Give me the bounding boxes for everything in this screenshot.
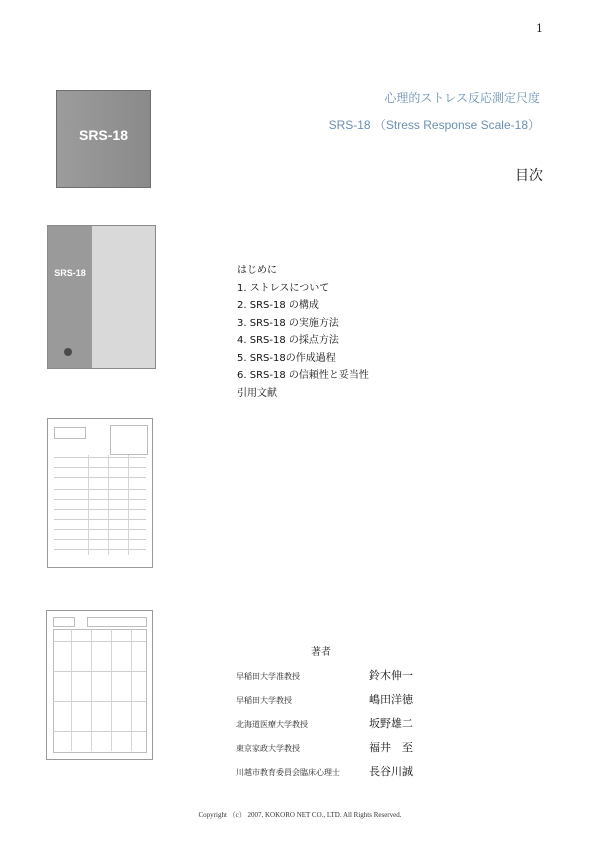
sheet-info-box [110, 425, 148, 455]
sheet-rule [53, 671, 146, 672]
page-number: 1 [536, 22, 543, 35]
booklet-panel [92, 226, 155, 368]
sheet-column [88, 455, 89, 555]
document-title: SRS-18 （Stress Response Scale-18） [328, 118, 540, 132]
author-name: 嶋田洋徳 [369, 693, 413, 706]
sheet-rule [54, 519, 146, 520]
booklet-spine-title: SRS-18 [54, 268, 86, 278]
sheet-column [111, 629, 112, 751]
sheet-rule [54, 529, 146, 530]
author-affiliation: 早稲田大学教授 [236, 696, 292, 705]
booklet-thumbnail [47, 225, 156, 369]
sheet-column [71, 629, 72, 751]
author-name: 長谷川誠 [369, 765, 413, 778]
sheet-rule [54, 477, 146, 478]
toc-item: 3. SRS-18 の実施方法 [237, 317, 339, 329]
sheet-column [108, 455, 109, 555]
sheet-column [131, 629, 132, 751]
cover-title: SRS-18 [78, 127, 129, 143]
sheet-rule [54, 549, 146, 550]
sheet-logo-box [54, 427, 86, 439]
sheet-header-box [87, 617, 147, 627]
sheet-column [91, 629, 92, 751]
cover-thumbnail [56, 90, 151, 188]
booklet-spine [48, 226, 92, 368]
author-row [236, 667, 456, 691]
copyright-footer: Copyright （c） 2007, KOKORO NET CO., LTD. All Rights Reserved. [198, 811, 402, 819]
sheet-column [128, 455, 129, 555]
sheet-rule [54, 539, 146, 540]
author-row [236, 691, 456, 715]
toc-heading: 目次 [515, 168, 543, 184]
sheet-rule [54, 467, 146, 468]
author-affiliation: 北海道医療大学教授 [236, 720, 308, 729]
sheet-rule [54, 457, 146, 458]
sheet-rule [54, 489, 146, 490]
toc-item: はじめに [237, 265, 277, 276]
table-of-contents [237, 262, 369, 402]
author-name: 鈴木伸一 [369, 669, 413, 682]
toc-item: 5. SRS-18の作成過程 [237, 352, 336, 364]
toc-item: 6. SRS-18 の信頼性と妥当性 [237, 370, 369, 381]
form-sheet-thumbnail-2 [46, 610, 153, 760]
sheet-rule [53, 731, 146, 732]
toc-item: 2. SRS-18 の構成 [237, 300, 319, 311]
booklet-logo-icon [64, 348, 72, 356]
sheet-rule [53, 701, 146, 702]
form-sheet-thumbnail-1 [47, 418, 153, 568]
sheet-logo-box [53, 617, 75, 627]
sheet-rule [53, 641, 146, 642]
author-row [236, 763, 456, 787]
author-affiliation: 早稲田大学准教授 [236, 672, 300, 681]
sheet-rule [54, 499, 146, 500]
author-row [236, 739, 456, 763]
sheet-rule [54, 509, 146, 510]
author-affiliation: 川越市教育委員会臨床心理士 [236, 768, 340, 777]
authors-list [236, 667, 456, 787]
author-row [236, 715, 456, 739]
author-affiliation: 東京家政大学教授 [236, 744, 300, 753]
toc-item: 4. SRS-18 の採点方法 [237, 335, 339, 346]
author-name: 坂野雄二 [369, 717, 413, 730]
authors-heading: 著者 [311, 647, 331, 658]
sheet-table [53, 629, 147, 753]
document-subtitle: 心理的ストレス反応測定尺度 [384, 91, 540, 105]
author-name: 福井 至 [369, 741, 413, 754]
toc-item: 1. ストレスについて [237, 282, 330, 294]
toc-item: 引用文献 [237, 387, 277, 399]
